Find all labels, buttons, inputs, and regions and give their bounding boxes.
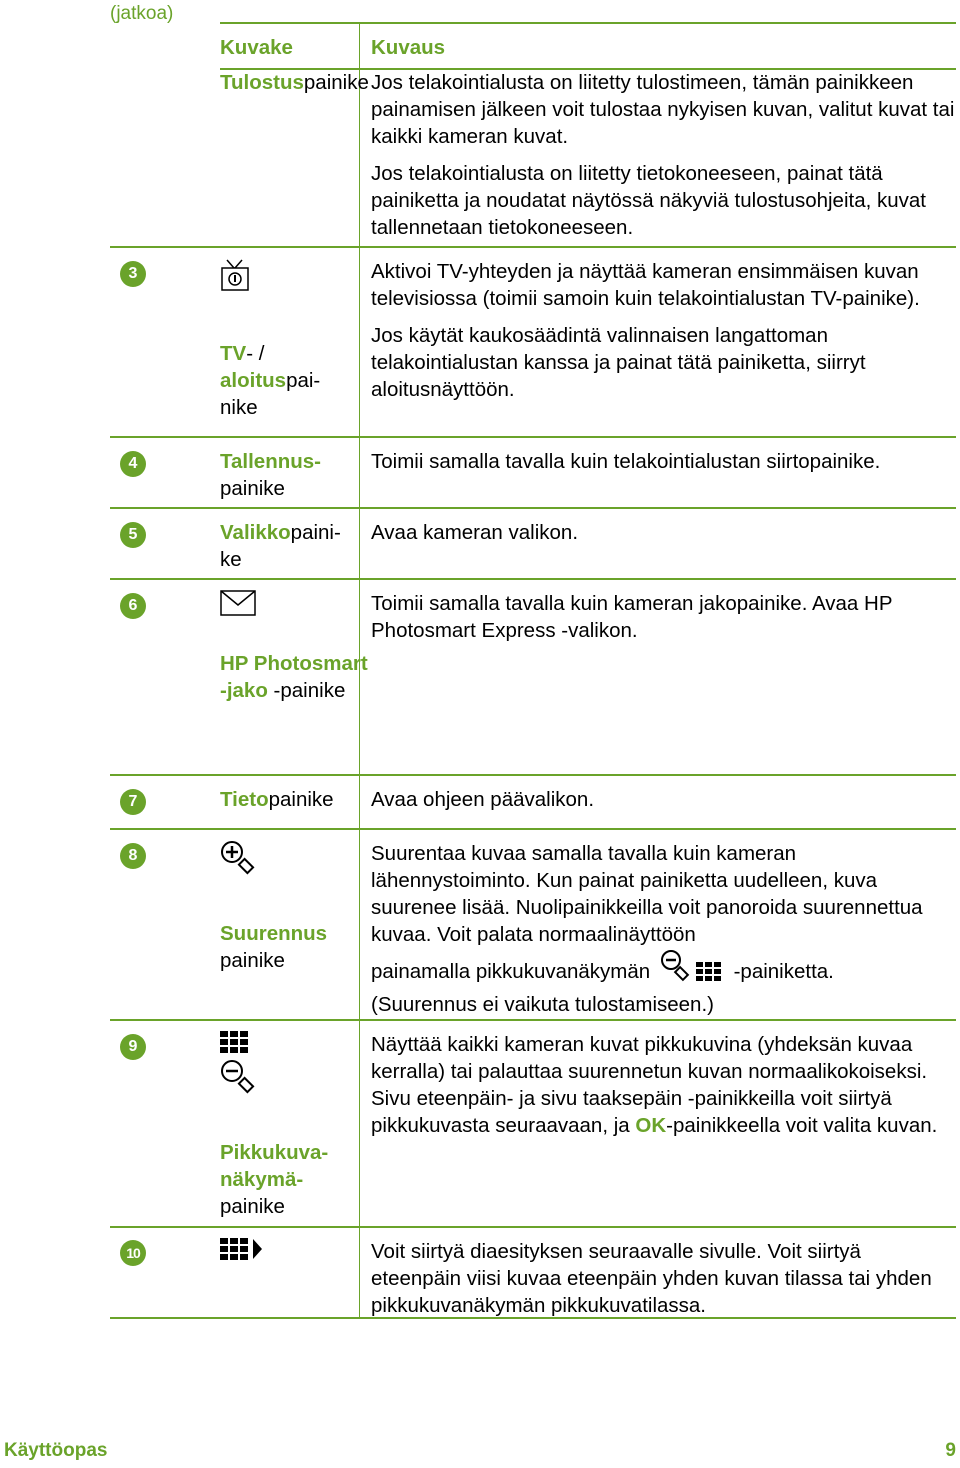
item-label: Suurennus painike: [220, 922, 328, 972]
row-number-badge: 7: [120, 789, 146, 815]
item-label: Valikkopaini- ke: [220, 521, 341, 571]
row-rule: [110, 1317, 956, 1319]
row-rule: [110, 436, 956, 438]
row-number-badge: 6: [120, 593, 146, 619]
item-description: Jos telakointialusta on liitetty tulostimeen, tämän painikkeen painamisen jälkeen voit tulostaa nykyisen kuvan, valitut kuvat tai kaikki kameran kuvat. Jos telakointialusta on liitetty tietokoneeseen, painat tätä painiketta ja noudatat näytössä näkyviä tulostusohjeita, kuvat tallennetaan tietokoneeseen.: [371, 71, 955, 239]
item-description: Toimii samalla tavalla kuin kameran jakopainike. Avaa HP Photosmart Express -valikon.: [371, 592, 893, 642]
item-description: Näyttää kaikki kameran kuvat pikkukuvina (yhdeksän kuvaa kerralla) tai palauttaa suurennetun kuvan normaalikokoiseksi. Sivu eteenpäin- ja sivu taaksepäin -painikkeilla voit siirtyä pikkukuvasta seuraavaan, ja OK-painikkeella voit valita kuvan.: [371, 1033, 938, 1137]
row-number-badge: 8: [120, 843, 146, 869]
item-description: Toimii samalla tavalla kuin telakointialustan siirtopainike.: [371, 450, 881, 473]
row-number-badge: 3: [120, 261, 146, 287]
zoom-out-icon: [220, 1059, 360, 1095]
row-number-badge: 4: [120, 451, 146, 477]
envelope-icon: [220, 590, 360, 616]
continued-label: (jatkoa): [110, 3, 174, 24]
row-rule: [110, 507, 956, 509]
item-label: HP Photosmart -jako -painike: [220, 652, 368, 702]
header-top-rule: [220, 22, 956, 24]
row-rule: [110, 1226, 956, 1228]
item-label: TV- / aloituspai- nike: [220, 342, 321, 419]
row-rule: [110, 828, 956, 830]
item-description: Aktivoi TV-yhteyden ja näyttää kameran ensimmäisen kuvan televisiossa (toimii samoin kuin telakointialustan TV-painike). Jos käytät kaukosäädintä valinnaisen langattoman telakointialustan kanssa ja painat tätä painiketta, siirryt aloitusnäyttöön.: [371, 260, 920, 401]
item-description: Suurentaa kuvaa samalla tavalla kuin kameran lähennystoiminto. Kun painat painiketta uudelleen, kuva suurenee lisää. Nuolipainikkeilla voit panoroida suurennettua kuvaa. Voit palata normaalinäyttöön painamalla pikkukuvanäkymän -painiketta. (Suurennus ei vaikuta tulostamiseen.): [371, 842, 923, 1016]
row-number-badge: 10: [120, 1240, 146, 1266]
slideshow-icon: [220, 1238, 360, 1260]
item-description: Avaa kameran valikon.: [371, 521, 579, 544]
item-label: Tulostuspainike: [220, 71, 369, 94]
column-header-item: Kuvake: [220, 36, 293, 59]
row-rule: [110, 246, 956, 248]
item-label: Tallennus- painike: [220, 450, 321, 500]
row-rule: [110, 1019, 956, 1021]
item-description: Voit siirtyä diaesityksen seuraavalle sivulle. Voit siirtyä eteenpäin viisi kuvaa eteenpäin yhden kuvan tilassa tai yhden pikkukuvanäkymän pikkukuvatilassa.: [371, 1240, 932, 1317]
thumbnail-grid-icon: [220, 1031, 360, 1053]
row-number-badge: 9: [120, 1034, 146, 1060]
column-header-desc: Kuvaus: [371, 36, 446, 59]
item-label: Pikkukuva- näkymä- painike: [220, 1141, 329, 1218]
zoom-out-thumbnail-icon: [660, 950, 724, 991]
tv-icon: [220, 258, 360, 292]
row-number-badge: 5: [120, 522, 146, 548]
item-label: Tietopainike: [220, 788, 334, 811]
footer-manual-title: Käyttöopas: [4, 1440, 108, 1461]
item-description: Avaa ohjeen päävalikon.: [371, 788, 595, 811]
row-rule: [110, 578, 956, 580]
zoom-in-icon: [220, 840, 360, 876]
page-number: 9: [945, 1440, 956, 1461]
row-rule: [110, 774, 956, 776]
